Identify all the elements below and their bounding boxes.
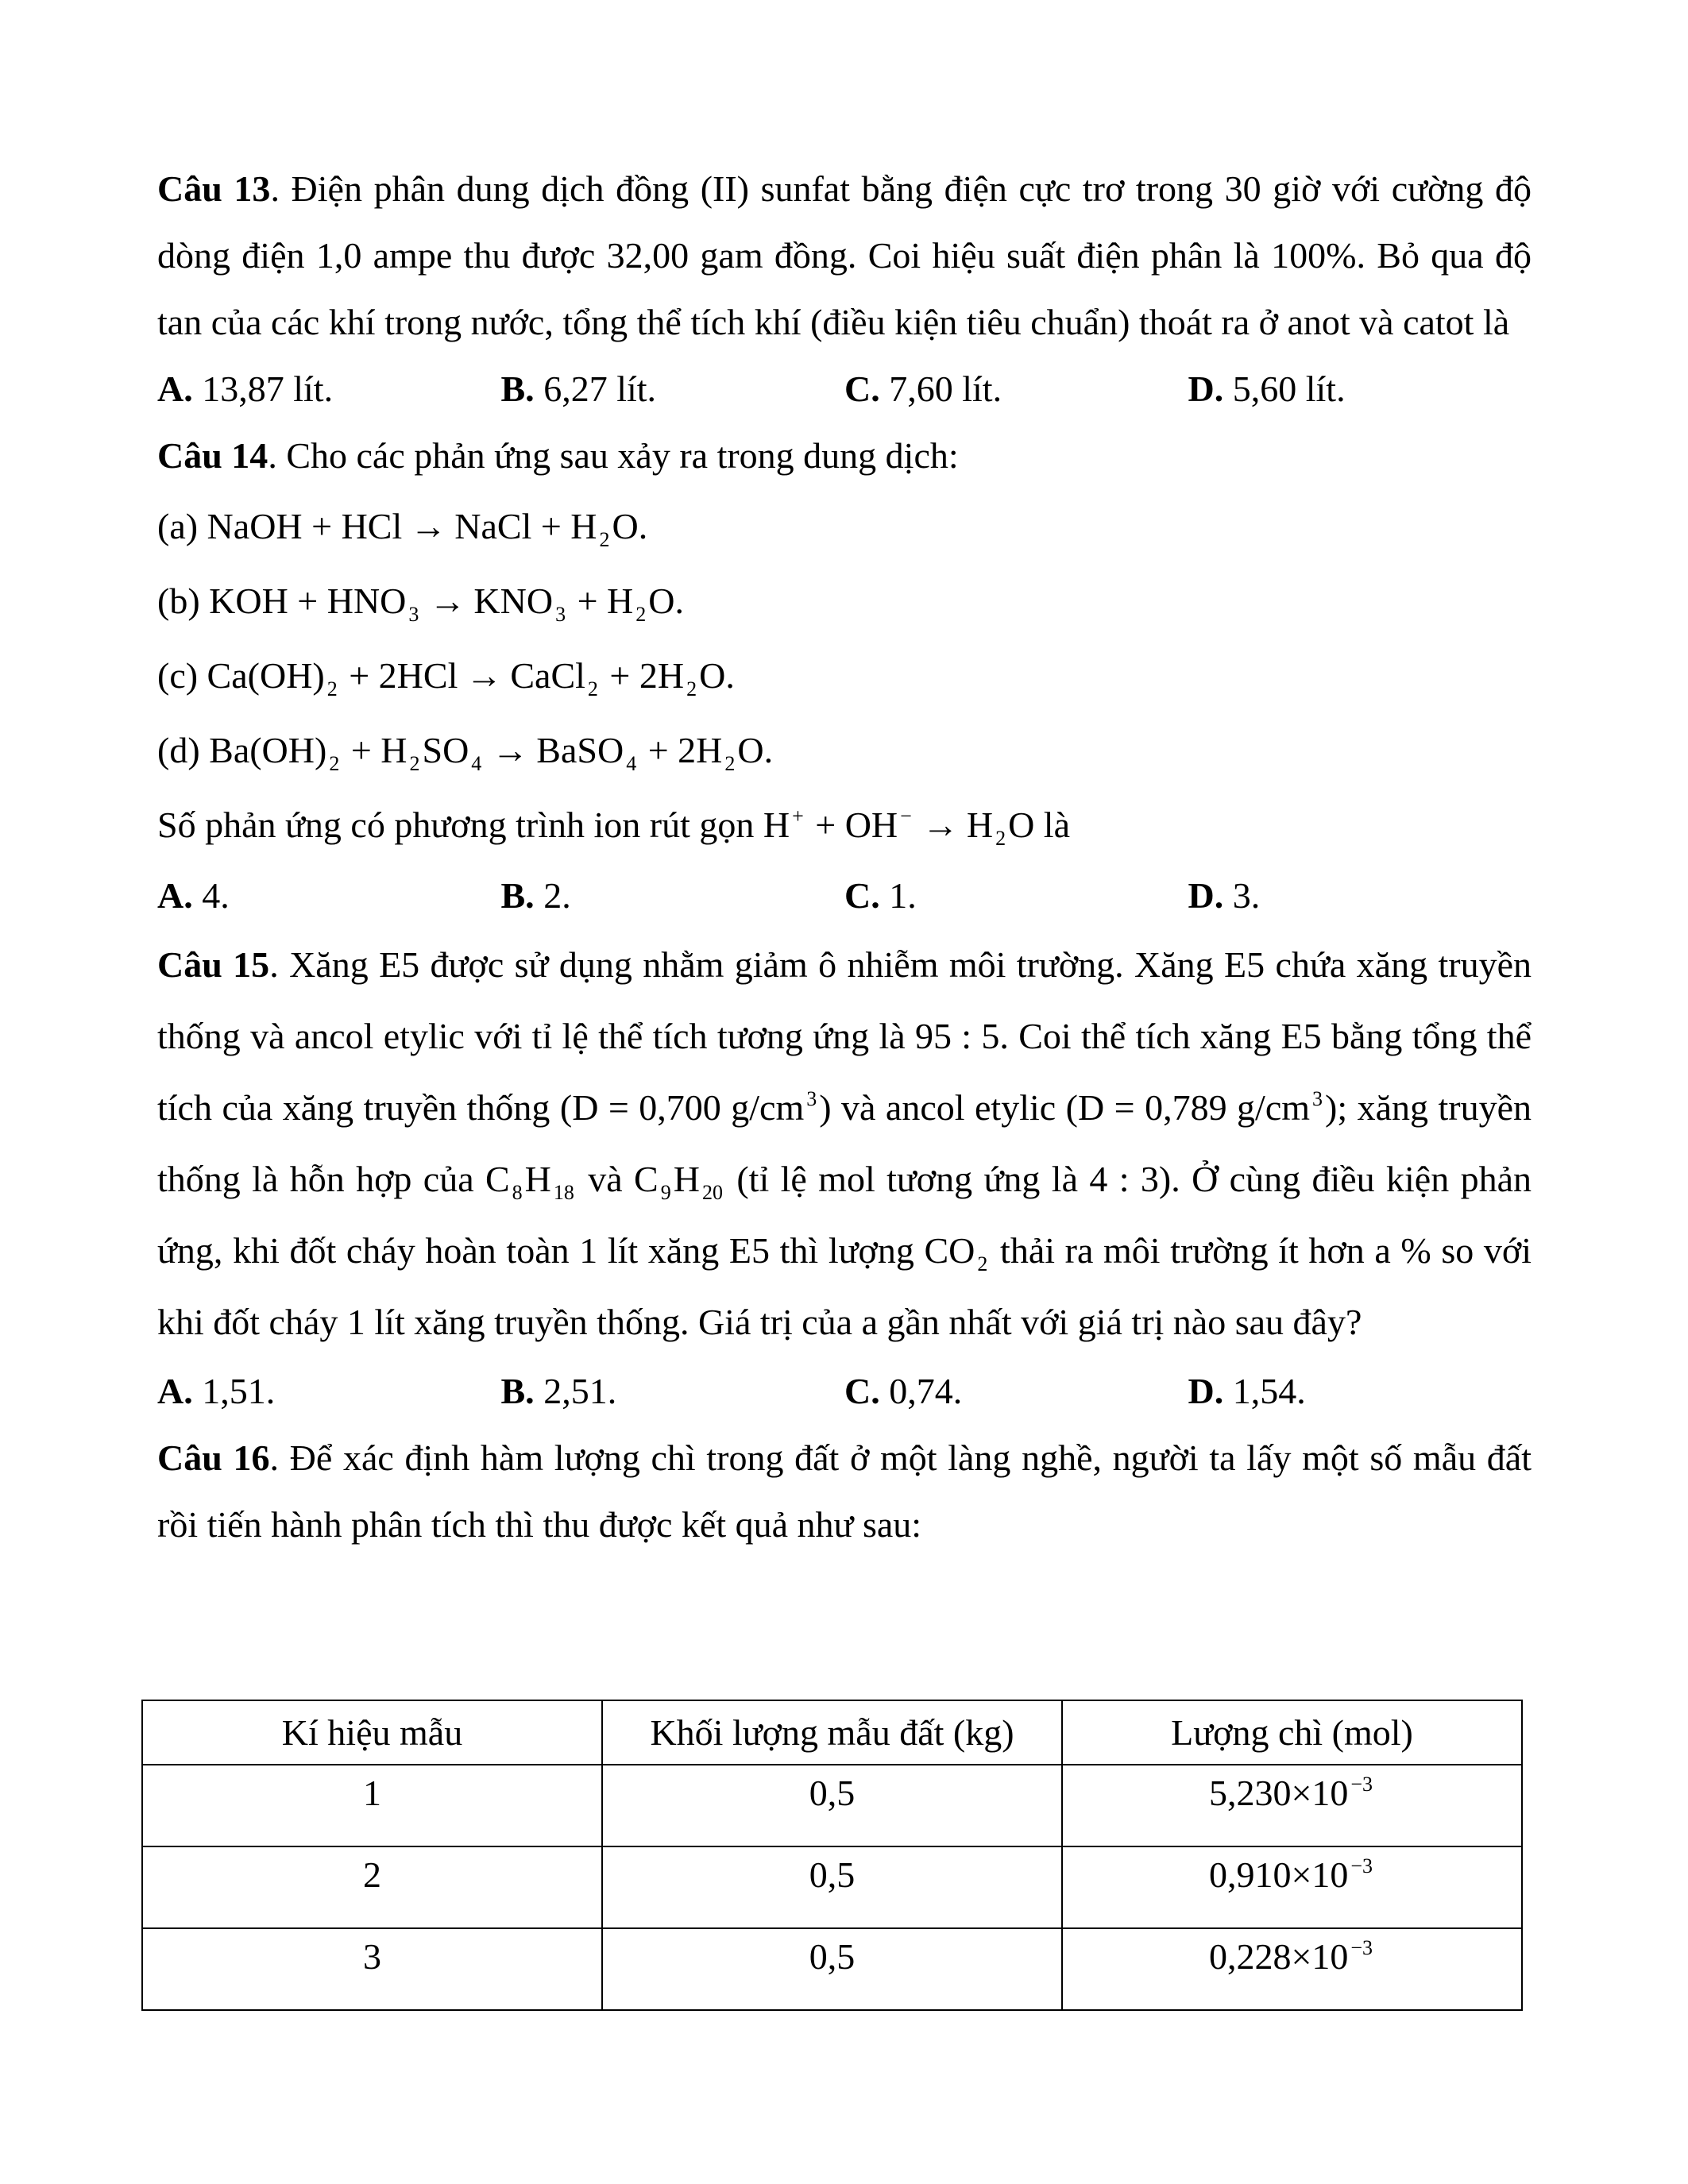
table-cell: 0,228×10 $^{-3}$ [1062,1928,1522,2010]
lead-sample-table [141,1700,1523,2011]
table-row [142,1765,1522,1846]
question-13-text: . Điện phân dung dịch đồng (II) sunfat bằng điện cực trơ trong 30 giờ với cường độ dòng điện 1,0 ampe thu được 32,00 gam đồng. Coi hiệu suất điện phân là 100%. Bỏ qua độ tan của các khí trong nước, tổng thể tích khí (điều kiện tiêu chuẩn) thoát ra ở anot và catot là [157,168,1532,342]
table-cell: 2 [142,1846,602,1928]
reaction-a: (a) NaOH + HCl → NaCl + H $_2$O. [157,506,648,551]
table-cell: 3 [142,1928,602,2010]
option-c: C. 7,60 lít. [844,369,1002,409]
question-16-label: Câu 16 [157,1437,270,1478]
table-row [142,1846,1522,1928]
table-header: Kí hiệu mẫu [142,1700,602,1765]
table-cell: 0,5 [602,1765,1062,1846]
table-cell: 5,230×10 $^{-3}$ [1062,1765,1522,1846]
option-a: A. 4. [157,875,230,916]
question-13 [157,156,1532,356]
option-b: B. 6,27 lít. [500,369,657,409]
option-d: D. 3. [1188,875,1261,916]
table-cell: 0,5 [602,1928,1062,2010]
option-a: A. 13,87 lít. [157,369,334,409]
reaction-c: (c) Ca(OH) $_2$ + 2HCl → CaCl $_2$ + 2H $_2$O. [157,655,735,700]
option-d: D. 1,54. [1188,1371,1306,1411]
question-15-label: Câu 15 [157,944,270,985]
table-cell: 0,910×10 $^{-3}$ [1062,1846,1522,1928]
question-14-label: Câu 14 [157,435,268,476]
question-16-text: . Để xác định hàm lượng chì trong đất ở một làng nghề, người ta lấy một số mẫu đất rồi tiến hành phân tích thì thu được kết quả như sau: [157,1437,1532,1545]
option-a: A. 1,51. [157,1371,276,1411]
document-page [157,156,1532,1558]
option-c: C. 0,74. [844,1371,963,1411]
table-header: Lượng chì (mol) [1062,1700,1522,1765]
option-b: B. 2,51. [500,1371,617,1411]
table-cell: 1 [142,1765,602,1846]
table-row [142,1928,1522,2010]
question-16 [157,1425,1532,1558]
question-14-text: . Cho các phản ứng sau xảy ra trong dung dịch: [268,435,959,476]
option-c: C. 1. [844,875,917,916]
table-cell: 0,5 [602,1846,1062,1928]
option-b: B. 2. [500,875,571,916]
table-header-row [142,1700,1522,1765]
reaction-b: (b) KOH + HNO $_3$ → KNO $_3$ + H $_2$O. [157,581,684,626]
option-d: D. 5,60 lít. [1188,369,1346,409]
question-13-label: Câu 13 [157,168,271,209]
table-header: Khối lượng mẫu đất (kg) [602,1700,1062,1765]
reaction-d: (d) Ba(OH) $_2$ + H $_2$SO $_4$ → BaSO $_4$ + 2H $_2$O. [157,730,774,775]
question-14-prompt: Số phản ứng có phương trình ion rút gọn H + + OH − → H $_2$O là [157,805,1070,850]
question-15: Câu 15. Xăng E5 được sử dụng nhằm giảm ô nhiễm môi trường. Xăng E5 chứa xăng truyền thống và ancol etylic với tỉ lệ thể tích tương ứng là 95 : 5. Coi thể tích xăng E5 bằng tổng thể tích của xăng truyền thống (D = 0,700 g/cm $^3$) và ancol etylic (D = 0,789 g/cm $^3$); xăng truyền thống là hỗn hợp của C $_8$H $_{18}$ và C $_9$H $_{20}$ (tỉ lệ mol tương ứng là 4 : 3). Ở cùng điều kiện phản ứng, khi đốt cháy hoàn toàn 1 lít xăng E5 thì lượng CO $_2$ thải ra môi trường ít hơn a % so với khi đốt cháy 1 lít xăng truyền thống. Giá trị của a gần nhất với giá trị nào sau đây? [157,944,1532,1342]
